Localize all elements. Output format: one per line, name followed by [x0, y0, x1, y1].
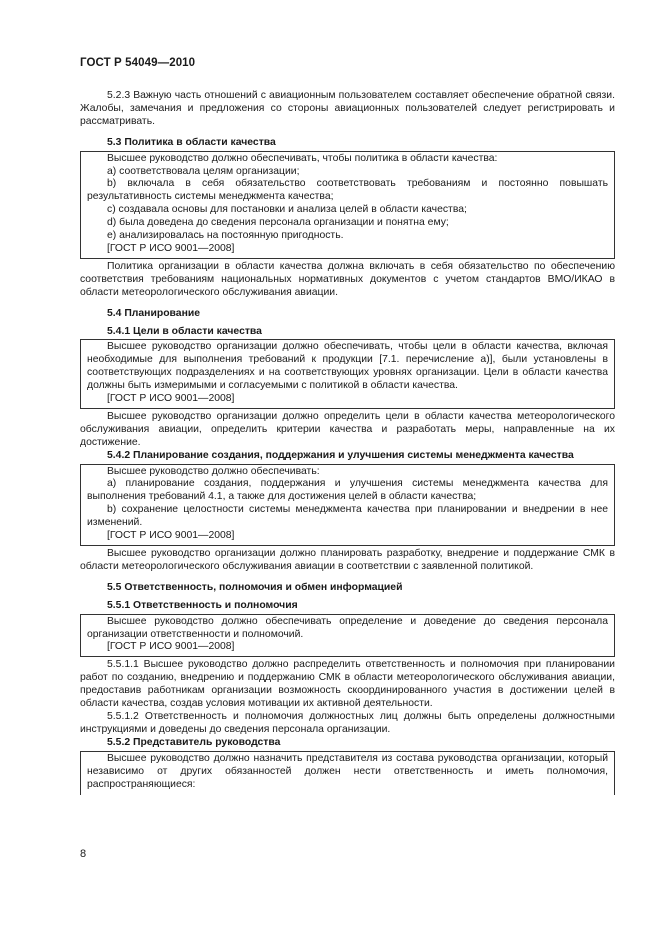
paragraph-5-3: Политика организации в области качества должна включать в себя обязательство по обеспечению соответствия требованиям национальных нормативных документов с учетом стандартов ВМО/ИКАО в области метеорологического обслуживания авиации. — [80, 260, 615, 298]
section-heading-5-5: 5.5 Ответственность, полномочия и обмен информацией — [107, 581, 403, 593]
standard-reference: [ГОСТ Р ИСО 9001—2008] — [107, 242, 235, 254]
standard-reference: [ГОСТ Р ИСО 9001—2008] — [107, 393, 235, 405]
section-heading-5-4: 5.4 Планирование — [107, 307, 201, 319]
document-header: ГОСТ Р 54049—2010 — [80, 57, 196, 69]
subsection-heading-5-5-2: 5.5.2 Представитель руководства — [107, 736, 281, 748]
standard-reference: [ГОСТ Р ИСО 9001—2008] — [107, 530, 235, 542]
subsection-heading-5-5-1: 5.5.1 Ответственность и полномочия — [107, 599, 298, 611]
quote-box-5-3 — [80, 151, 615, 259]
quote-text: Высшее руководство должно назначить представителя из состава руководства организации, который независимо от других обязанностей должен нести ответственность и иметь полномочия, распространяющиеся: — [87, 752, 608, 790]
quote-box-5-4-2 — [80, 464, 615, 546]
subsection-heading-5-4-2: 5.4.2 Планирование создания, поддержания и улучшения системы менеджмента качества — [107, 449, 574, 461]
paragraph-5-5-1-2: 5.5.1.2 Ответственность и полномочия должностных лиц должны быть определены должностными инструкциями и доведены до сведения персонала организации. — [80, 710, 615, 735]
quote-text: Высшее руководство организации должно обеспечивать, чтобы цели в области качества, включая необходимые для выполнения требований к продукции [7.1. перечисление а)], были установлены в соответствующих подразделениях и на соответствующих уровнях организации. Цели в области качества должны быть измеримыми и согласуемыми с политикой в области качества. — [87, 341, 608, 392]
standard-reference: [ГОСТ Р ИСО 9001—2008] — [107, 641, 235, 653]
list-item: b) включала в себя обязательство соответствовать требованиям и постоянно повышать результативность системы менеджмента качества; — [87, 178, 608, 203]
paragraph-5-4-1: Высшее руководство организации должно определить цели в области качества метеорологического обслуживания авиации, определить критерии качества и разработать меры, направленные на их достижение. — [80, 410, 615, 448]
subsection-heading-5-4-1: 5.4.1 Цели в области качества — [107, 325, 262, 337]
quote-box-5-5-1 — [80, 614, 615, 658]
page-number: 8 — [80, 848, 87, 860]
paragraph-5-4-2: Высшее руководство организации должно планировать разработку, внедрение и поддержание СМК в области метеорологического обслуживания авиации в соответствии с заявленной политикой. — [80, 548, 615, 572]
list-item: c) создавала основы для постановки и анализа целей в области качества; — [107, 204, 467, 216]
paragraph-5-2-3: 5.2.3 Важную часть отношений с авиационным пользователем составляет обеспечение обратной связи. Жалобы, замечания и предложения со стороны авиационных пользователей следует регистрировать и рассматривать. — [80, 90, 615, 127]
section-heading-5-3: 5.3 Политика в области качества — [107, 136, 276, 148]
quote-text: Высшее руководство должно обеспечивать определение и доведение до сведения персонала организации ответственности и полномочий. — [87, 615, 608, 640]
paragraph-5-5-1-1: 5.5.1.1 Высшее руководство должно распределить ответственность и полномочия при планировании работ по созданию, внедрению и поддержанию СМК в области метеорологического обслуживания авиации, предоставив работникам организации возможность скоординированного участия в достижении целей в области качества, создав условия мотивации их активной деятельности. — [80, 659, 615, 710]
list-item: а) соответствовала целям организации; — [107, 165, 300, 177]
quote-intro: Высшее руководство должно обеспечивать: — [107, 465, 320, 477]
quote-box-5-5-2 — [80, 751, 615, 796]
page-content — [80, 90, 615, 795]
quote-intro: Высшее руководство должно обеспечивать, чтобы политика в области качества: — [107, 152, 498, 164]
list-item: d) была доведена до сведения персонала организации и понятна ему; — [107, 217, 449, 229]
list-item: b) сохранение целостности системы менеджмента качества при планировании и внедрении в нее изменений. — [87, 504, 608, 529]
list-item: а) планирование создания, поддержания и улучшения системы менеджмента качества для выполнения требований 4.1, а также для достижения целей в области качества; — [87, 478, 608, 503]
quote-box-5-4-1 — [80, 339, 615, 409]
list-item: e) анализировалась на постоянную пригодность. — [107, 230, 344, 242]
